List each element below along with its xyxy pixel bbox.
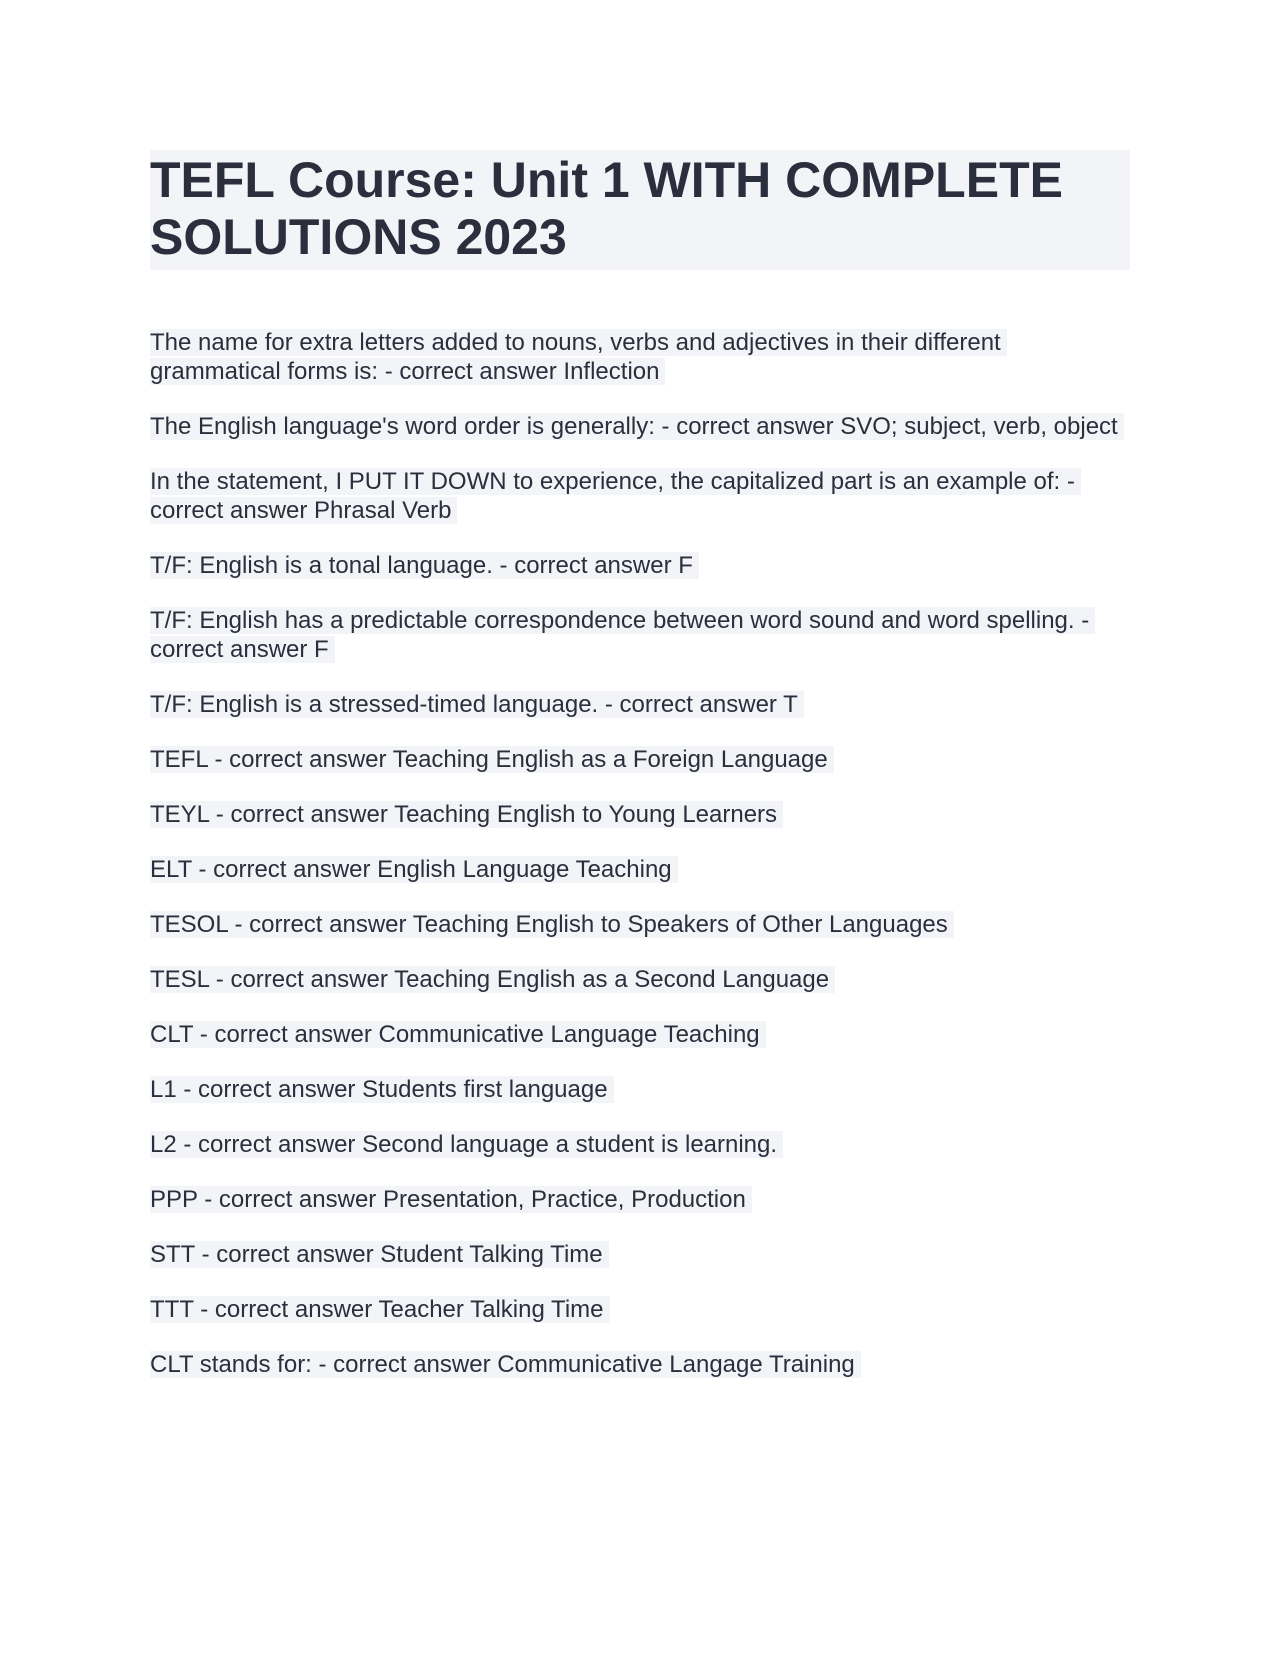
qa-item	[150, 1240, 1130, 1269]
qa-text: In the statement, I PUT IT DOWN to experience, the capitalized part is an example of: - correct answer Phrasal Verb	[150, 468, 1081, 524]
qa-item	[150, 328, 1130, 386]
qa-item	[150, 965, 1130, 994]
qa-item	[150, 412, 1130, 441]
document-page	[150, 150, 1130, 1405]
qa-item	[150, 910, 1130, 939]
qa-item	[150, 551, 1130, 580]
qa-item	[150, 467, 1130, 525]
qa-item	[150, 1350, 1130, 1379]
document-title: TEFL Course: Unit 1 WITH COMPLETE SOLUTIONS 2023	[150, 152, 1063, 265]
qa-text: STT - correct answer Student Talking Time	[150, 1241, 609, 1268]
qa-item	[150, 606, 1130, 664]
qa-item	[150, 800, 1130, 829]
qa-text: ELT - correct answer English Language Teaching	[150, 856, 678, 883]
qa-text: T/F: English is a tonal language. - correct answer F	[150, 552, 699, 579]
qa-text: The English language's word order is generally: - correct answer SVO; subject, verb, object	[150, 413, 1124, 440]
qa-text: PPP - correct answer Presentation, Practice, Production	[150, 1186, 752, 1213]
title-block	[150, 150, 1130, 270]
qa-item	[150, 690, 1130, 719]
qa-text: L2 - correct answer Second language a student is learning.	[150, 1131, 783, 1158]
qa-text: TEFL - correct answer Teaching English as a Foreign Language	[150, 746, 834, 773]
qa-text: TESOL - correct answer Teaching English to Speakers of Other Languages	[150, 911, 954, 938]
qa-text: The name for extra letters added to nouns, verbs and adjectives in their different grammatical forms is: - correct answer Inflection	[150, 329, 1007, 385]
qa-item	[150, 1295, 1130, 1324]
qa-item	[150, 1020, 1130, 1049]
qa-item	[150, 1075, 1130, 1104]
qa-item	[150, 855, 1130, 884]
qa-list	[150, 328, 1130, 1379]
qa-text: CLT stands for: - correct answer Communicative Langage Training	[150, 1351, 861, 1378]
qa-text: CLT - correct answer Communicative Language Teaching	[150, 1021, 766, 1048]
qa-item	[150, 1130, 1130, 1159]
qa-text: T/F: English has a predictable correspondence between word sound and word spelling. - correct answer F	[150, 607, 1095, 663]
qa-text: L1 - correct answer Students first language	[150, 1076, 614, 1103]
qa-text: TESL - correct answer Teaching English as a Second Language	[150, 966, 835, 993]
qa-text: TTT - correct answer Teacher Talking Time	[150, 1296, 610, 1323]
qa-text: TEYL - correct answer Teaching English to Young Learners	[150, 801, 783, 828]
qa-item	[150, 1185, 1130, 1214]
qa-text: T/F: English is a stressed-timed language. - correct answer T	[150, 691, 804, 718]
qa-item	[150, 745, 1130, 774]
